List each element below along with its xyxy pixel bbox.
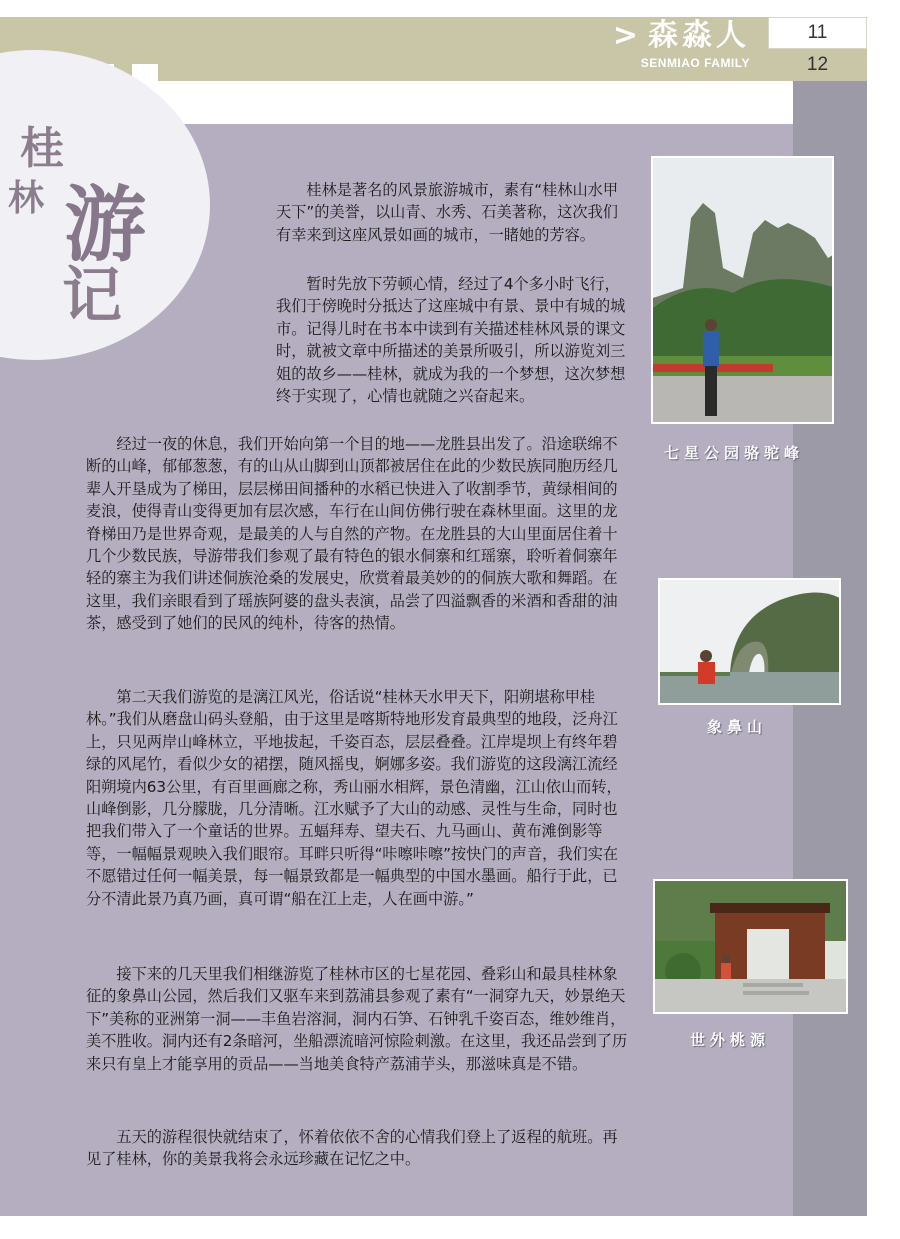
photo-elephant-trunk-hill [658,578,841,705]
photo-caption-elephant-trunk-hill: 象鼻山 [707,718,768,736]
page-number-left: 11 [768,17,867,49]
paragraph-longsheng: 经过一夜的休息，我们开始向第一个目的地——龙胜县出发了。沿途联绵不断的山峰，郁郁葱葱，有的山从山脚到山顶都被居住在此的少数民族同胞历经几辈人开垦成为了梯田，层层梯田间播种的水稻已快进入了收割季节，黄绿相间的麦浪，使得青山变得更加有层次感，车行在山间仿佛行驶在森林里面。这里的龙脊梯田乃是世界奇观，是最美的人与自然的产物。在龙胜县的大山里面居住着十几个少数民族，导游带我们参观了最有特色的银水侗寨和红瑶寨，聆听着侗寨年轻的寨主为我们讲述侗族沧桑的发展史，欣赏着最美妙的的侗族大歌和舞蹈。在这里，我们亲眼看到了瑶族阿婆的盘头表演，品尝了四溢飘香的米酒和香甜的油茶，感受到了她们的民风的纯朴，待客的热情。 [86,435,618,633]
photo-caption-shangri-la: 世外桃源 [690,1031,771,1049]
shangri-la-image [655,881,848,1014]
title-char-you: 游 [64,177,147,273]
paragraph-arrival: 暂时先放下劳顿心情，经过了4个多小时飞行，我们于傍晚时分抵达了这座城中有景、景中有城的城市。记得儿时在书本中读到有关描述桂林风景的课文时，就被文章中所描述的美景所吸引，所以游览刘三姐的故乡——桂林，就成为我的一个梦想，这次梦想终于实现了，心情也就随之兴奋起来。 [276,275,626,406]
paragraph-farewell: 五天的游程很快就结束了，怀着依依不舍的心情我们登上了返程的航班。再见了桂林，你的美景我将会永远珍藏在记忆之中。 [86,1128,618,1169]
page-number-right: 12 [768,49,867,81]
top-divider [232,81,793,124]
brand-name-en: SENMIAO FAMILY [640,56,750,70]
brand-name-cn: 森淼人 [648,18,750,53]
page-number-box [768,17,867,81]
title-char-ji: 记 [62,261,122,331]
brand-title [613,18,750,54]
camel-peak-image [653,158,834,424]
elephant-hill-image [660,580,841,705]
paragraph-lijiang: 第二天我们游览的是漓江风光，俗话说“桂林天水甲天下，阳朔堪称甲桂林。”我们从磨盘山码头登船，由于这里是喀斯特地形发育最典型的地段，泛舟江上，只见两岸山峰林立，平地拔起，千姿百态，层层叠叠。江岸堤坝上有终年碧绿的风尾竹，看似少女的裙摆，随风摇曳，婀娜多姿。我们游览的这段漓江流经阳朔境内63公里，有百里画廊之称，秀山丽水相辉，景色清幽，江山依山而转，山峰倒影，几分朦胧，几分清晰。江水赋予了大山的动感、灵性与生命，同时也把我们带入了一个童话的世界。五蝠拜寿、望夫石、九马画山、黄布滩倒影等等，一幅幅景观映入我们眼帘。耳畔只听得“咔嚓咔嚓”按快门的声音，我们实在不愿错过任何一幅美景，每一幅景致都是一幅典型的中国水墨画。船行于此，已分不清此景乃真乃画，真可谓“船在江上走，人在画中游。” [86,688,622,908]
brand-logo [613,18,750,70]
photo-shangri-la [653,879,848,1014]
paragraph-city-tour: 接下来的几天里我们相继游览了桂林市区的七星花园、叠彩山和最具桂林象征的象鼻山公园，然后我们又驱车来到荔浦县参观了素有“一洞穿九天，妙景绝天下”美称的亚洲第一洞——丰鱼岩溶洞，洞内石笋、石钟乳千姿百态，维妙维肖，美不胜收。洞内还有2条暗河，坐船漂流暗河惊险刺激。在这里，我还品尝到了历来只有皇上才能享用的贡品——当地美食特产荔浦芋头，那滋味真是不错。 [86,965,628,1073]
photo-caption-camel-peak: 七星公园骆驼峰 [664,444,805,462]
paragraph-intro: 桂林是著名的风景旅游城市，素有“桂林山水甲天下”的美誉，以山青、水秀、石美著称，这次我们有幸来到这座风景如画的城市，一睹她的芳容。 [276,181,619,244]
photo-camel-peak [651,156,834,424]
title-char-lin: 林 [8,177,45,219]
title-char-gui: 桂 [20,123,64,174]
chevron-right-icon: > [612,18,642,53]
